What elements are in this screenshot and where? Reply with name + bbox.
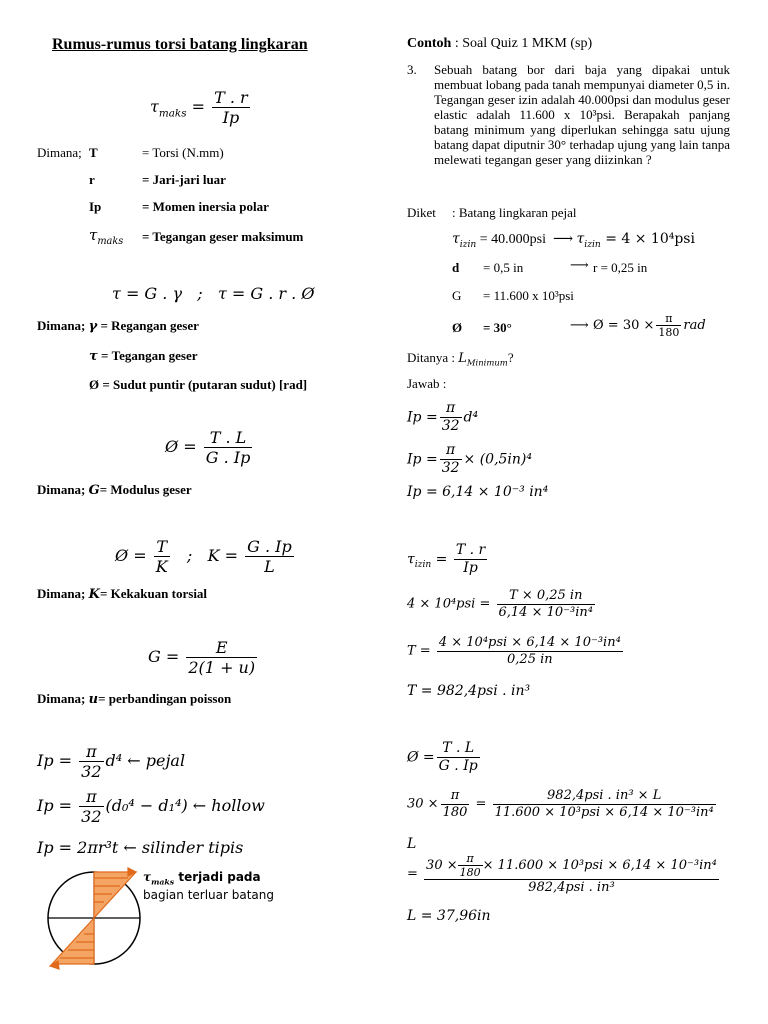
formula-tau-maks: $\tau_{maks}$ = $\frac{T . r}{Ip}$ (150, 88, 248, 128)
given-value: = 30° (483, 320, 512, 335)
given-symbol: d (452, 260, 460, 275)
def-description: = Jari-jari luar (142, 172, 226, 187)
step-length-label: L (407, 836, 417, 852)
given-arrow: ⟶ (570, 258, 589, 273)
given-tau: $\tau_{izin} = 40.000psi$ ⟶ $\tau_{izin} = 4 \times 10^4psi$ (452, 231, 695, 250)
formula-ip-tipis: Ip = 2πr³t ← silinder tipis (37, 838, 244, 857)
shear-stress-diagram (40, 866, 150, 970)
def-line: Dimana; G= Modulus geser (37, 482, 192, 498)
step-phi-substitute: 30 × $\frac{\pi}{180}$ = $\frac{\text{982,4psi . in³ × L}}{\text{11.600 × 10³psi × 6,14 × 10⁻³in⁴}}$ (407, 788, 714, 820)
def-line: τ = Tegangan geser (89, 348, 198, 364)
formula-phi: Ø = $\frac{T . L}{G . Ip}$ (165, 428, 251, 468)
step-ip-formula: Ip = $\frac{\pi}{32}$ d⁴ (407, 400, 479, 434)
diagram-label: bagian terluar batang (143, 888, 275, 902)
step-ip-substitute: Ip = $\frac{\pi}{32}$ × (0,5in)⁴ (407, 442, 532, 476)
example-heading: Contoh : Soal Quiz 1 MKM (sp) (407, 36, 593, 51)
given-text: : Batang lingkaran pejal (452, 205, 577, 220)
given-phi-rad: Ø = 30 × $\frac{\pi}{180}$ rad (593, 312, 706, 340)
step-length-formula: = 30 × $\frac{\pi}{180}$ × 11.600 × 10³psi × 6,14 × 10⁻³in⁴ 982,4psi . in³ (407, 852, 717, 896)
step-torque-result: T = 982,4psi . in³ (407, 683, 531, 699)
step-length-result: L = 37,96in (407, 908, 491, 924)
def-description: = Momen inersia polar (142, 199, 269, 214)
step-ip-result: Ip = 6,14 × 10⁻³ in⁴ (407, 484, 549, 500)
def-lead: Dimana; (37, 145, 82, 160)
given-symbol: G (452, 288, 462, 303)
def-symbol: r (89, 172, 95, 187)
def-line: Dimana; u= perbandingan poisson (37, 691, 232, 707)
step-phi-formula: Ø = $\frac{T . L}{G . Ip}$ (407, 740, 478, 774)
def-symbol: $\tau_{maks}$ (89, 226, 124, 247)
step-torque: T = $\frac{\text{4 × 10⁴psi × 6,14 × 10⁻³in⁴}}{0,25 in}$ (407, 635, 621, 667)
def-description: = Torsi (N.mm) (142, 145, 224, 160)
given-value: r = 0,25 in (593, 260, 648, 275)
answer-label: Jawab : (407, 376, 447, 391)
given-arrow: ⟶ (570, 318, 589, 333)
def-line: Dimana; γ = Regangan geser (37, 318, 199, 334)
given-label: Diket (407, 205, 436, 220)
step-tau-substitute: 4 × 10⁴psi = $\frac{T \times 0,25 in}{\text{6,14 × 10⁻³in⁴}}$ (407, 588, 593, 620)
given-value: = 11.600 x 10³psi (483, 288, 574, 303)
page-title: Rumus-rumus torsi batang lingkaran (52, 36, 308, 53)
formula-phi-k: Ø = $\frac{T}{K}$ ; K = $\frac{G . Ip}{L}$ (115, 537, 292, 577)
def-symbol: T (89, 145, 98, 160)
formula-ip-pejal: Ip = $\frac{\pi}{32}$ d⁴ ← pejal (37, 742, 186, 782)
given-value: = 0,5 in (483, 260, 524, 275)
def-line: Ø = Sudut puntir (putaran sudut) [rad] (89, 377, 308, 392)
given-symbol: Ø (452, 320, 463, 335)
formula-g: G = $\frac{E}{2(1 + u)}$ (148, 638, 256, 678)
question-number: 3. (407, 62, 417, 77)
def-symbol: Ip (89, 199, 102, 214)
asked-line: Ditanya : $L_{Minimum}$? (407, 350, 514, 368)
step-tau-formula: $\tau_{izin}$ = $\frac{T . r}{Ip}$ (407, 542, 486, 576)
def-description: = Tegangan geser maksimum (142, 229, 304, 244)
diagram-label: $\tau_{maks}$ terjadi pada (143, 870, 261, 887)
def-line: Dimana; K= Kekakuan torsial (37, 586, 208, 602)
question-text: Sebuah batang bor dari baja yang dipakai untuk membuat lobang pada tanah mempunyai diameter 0,5 in. Tegangan geser izin adalah 40.000psi dan modulus geser elastic adalah 11.600 x 10³psi. Berapakah panjang batang minimum yang diperlukan sehingga satu ujung batang dapat diputnir 30° terhadap ujung yang lain tanpa melewati tegangan geser yang diizinkan ? (434, 62, 730, 167)
formula-ip-hollow: Ip = $\frac{\pi}{32}$ (d₀⁴ − d₁⁴) ← hollow (37, 787, 265, 827)
formula-tau-gamma: τ = G . γ ; τ = G . r . Ø (112, 284, 315, 303)
